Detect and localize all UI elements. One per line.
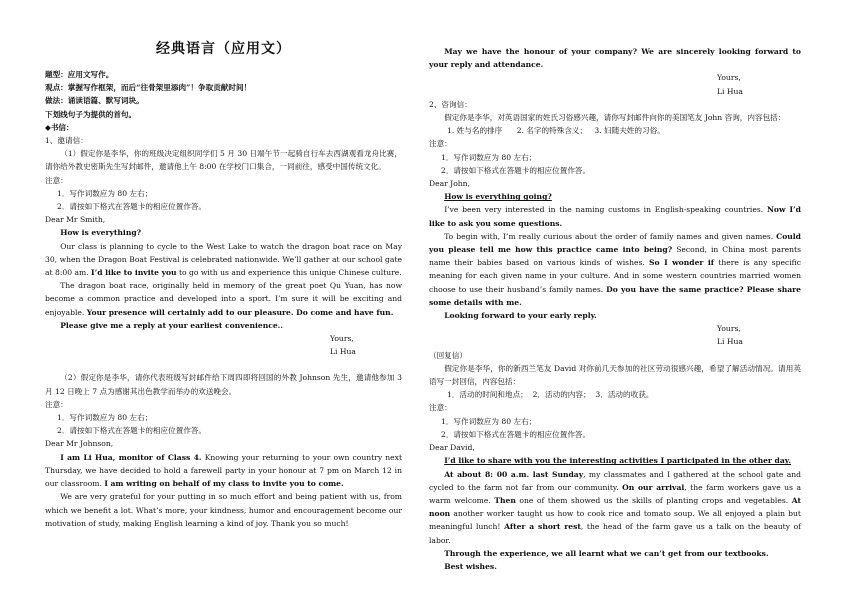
signature: Li Hua xyxy=(717,337,743,347)
closing-line: Best wishes. xyxy=(444,561,497,571)
task-prompt: 假定你是李华，对英语国家的姓氏习俗感兴趣，请你写封邮件向你的美国笔友 John 咨询，内容包括： xyxy=(444,113,786,123)
task-prompt: （1）假定你是李华，你的班级决定组织同学们 5 月 30 日端午节一起骑自行车去西湖观看龙舟比赛，请你给外教史密斯先生写封邮件，邀请他上午 8:00 在学校门口集合，一同前往，感受中国传统文化。 xyxy=(45,149,402,172)
note-label: 注意： xyxy=(429,139,452,149)
sign-off: Yours, xyxy=(717,324,741,334)
header-line: 题型：应用文写作。 xyxy=(45,70,114,79)
body-paragraph: At about 8: 00 a.m. last Sunday, my classmates and I gathered at the school gate and cycled to the farm not far from our community. On our arrival, the farm workers gave us a warm welcome. Then one of them showed us the skills of planting crops and vegetables. At noon another worker taught us how to cook rice and tomato soup. We all enjoyed a plain but meaningful lunch! After a short rest, the head of the farm gave us a talk on the beauty of labor. xyxy=(429,469,801,545)
body-paragraph: To begin with, I’m really curious about the order of family names and given names. Could you please tell me how this practice came into being? Second, in China most parents name their babies based on various kinds of wishes. So I wonder if there is any specific meaning for each given name in your culture. And in some western countries married women choose to use their husband’s family names. Do you have the same practice? Please share some details with me. xyxy=(429,231,802,307)
body-paragraph: Through the experience, we all learnt what we can’t get from our textbooks. xyxy=(444,548,769,558)
first-sentence: How is everything going? xyxy=(444,192,552,202)
salutation: Dear Mr Smith, xyxy=(45,215,106,225)
note-item: 1．写作词数应为 80 左右； xyxy=(57,188,153,198)
section-heading: 2、咨询信： xyxy=(429,99,472,109)
note-item: 2．请按如下格式在答题卡的相应位置作答。 xyxy=(441,429,591,439)
note-label: 注意： xyxy=(429,403,452,413)
task-items: 1．活动的时间和地点； 2．活动的内容； 3．活动的收获。 xyxy=(447,390,654,400)
first-sentence: How is everything? xyxy=(60,228,142,238)
task-prompt: 假定你是李华，你的新西兰笔友 David 对你前几天参加的社区劳动很感兴趣，希望了解活动情况。请用英语写一封回信，内容包括： xyxy=(429,363,801,387)
left-column xyxy=(45,0,402,530)
note-item: 2．请按如下格式在答题卡的相应位置作答。 xyxy=(57,426,207,436)
body-paragraph: We are very grateful for your putting in so much effort and being patient with us, from which we benefit a lot. What’s more, your kindness, humor and encouragement become our motivation of study, making English learning a kind of joy. Thank you so much! xyxy=(45,492,402,528)
note-item: 2．请按如下格式在答题卡的相应位置作答。 xyxy=(441,165,591,175)
right-column xyxy=(429,45,801,573)
closing-paragraph: May we have the honour of your company? We are sincerely looking forward to your reply and attendance. xyxy=(429,47,801,70)
note-item: 2．请按如下格式在答题卡的相应位置作答。 xyxy=(57,202,207,212)
body-paragraph: I am Li Hua, monitor of Class 4. Knowing your returning to your own country next Thursday, we have decided to hold a farewell party in your honour at 7 pm on March 12 in our classroom. I am writing on behalf of my class to invite you to come. xyxy=(45,452,402,489)
signature: Li Hua xyxy=(330,347,356,357)
body-paragraph: The dragon boat race, originally held in memory of the great poet Qu Yuan, has now become a common practice and developed into a sport. I’m sure it will be exciting and enjoyable. Your presence will certainly add to our pleasure. Do come and have fun. xyxy=(45,281,402,317)
salutation: Dear John, xyxy=(429,179,470,189)
note-item: 1．写作词数应为 80 左右； xyxy=(57,413,153,423)
page-title: 经典语言（应用文） xyxy=(156,41,291,57)
note-label: 注意： xyxy=(45,399,68,409)
salutation: Dear David, xyxy=(429,443,475,453)
section-heading: （回复信） xyxy=(429,350,467,360)
first-sentence: I’d like to share with you the interesting activities I participated in the other day. xyxy=(444,456,791,466)
sign-off: Yours, xyxy=(330,334,354,344)
note-label: 注意： xyxy=(45,175,68,185)
task-items: 1. 姓与名的排序 2. 名字的特殊含义； 3. 妇随夫姓的习俗。 xyxy=(447,126,665,136)
sign-off: Yours, xyxy=(717,73,741,83)
header-line: 下划线句子为提供的首句。 xyxy=(45,109,137,119)
header-line: 做法：诵读语篇、默写词块。 xyxy=(45,96,144,106)
signature: Li Hua xyxy=(717,86,743,96)
task-prompt: （2）假定你是李华，请你代表班级写封邮件给下周四即将回国的外教 Johnson 先生，邀请他参加 3 月 12 日晚上 7 点为感谢其出色教学而举办的欢送晚会。 xyxy=(45,373,402,396)
body-paragraph: I’ve been very interested in the naming customs in English-speaking countries. Now I’d like to ask you some questions. xyxy=(429,205,801,228)
section-heading: 1、邀请信： xyxy=(45,136,88,146)
header-line: 观点：掌握写作框架，而后“往骨架里添肉”！争取贡献时间！ xyxy=(45,83,252,93)
closing-line: Please give me a reply at your earliest convenience.. xyxy=(60,320,283,330)
closing-line: Looking forward to your early reply. xyxy=(444,311,597,321)
salutation: Dear Mr Johnson, xyxy=(45,439,114,449)
note-item: 1．写作词数应为 80 左右； xyxy=(441,416,537,426)
header-line: ◆书信： xyxy=(45,122,74,132)
note-item: 1．写作词数应为 80 左右； xyxy=(441,152,537,162)
body-paragraph: Our class is planning to cycle to the West Lake to watch the dragon boat race on May 30, when the Dragon Boat Festival is celebrated nationwide. We’ll gather at our school gate at 8:00 am. I’d like to invite you to go with us and experience this unique Chinese culture. xyxy=(45,241,402,278)
